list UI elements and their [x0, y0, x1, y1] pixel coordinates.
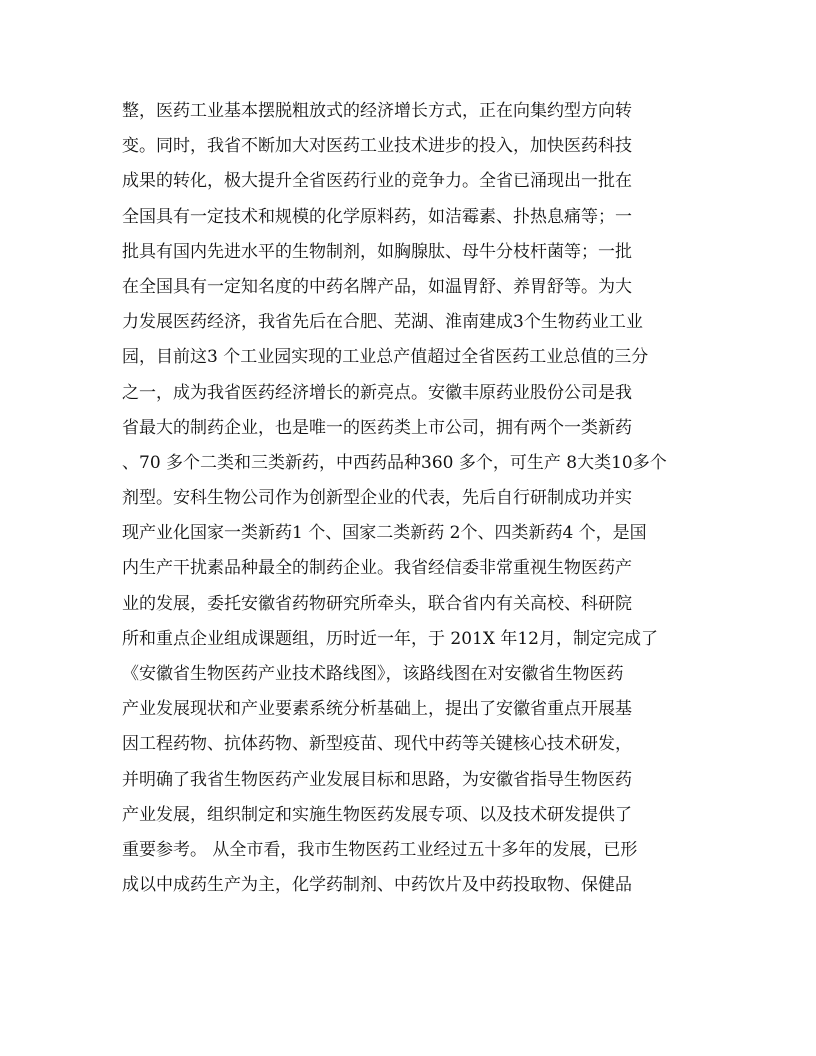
text-line: 整，医药工业基本摆脱粗放式的经济增长方式，正在向集约型方向转 — [122, 101, 632, 121]
text-line: 在全国具有一定知名度的中药名牌产品，如温胃舒、养胃舒等。为大 — [122, 276, 632, 297]
text-line: 重要参考。 从全市看，我市生物医药工业经过五十多年的发展，已形 — [122, 839, 638, 860]
text-line: 之一，成为我省医药经济增长的新亮点。安徽丰原药业股份公司是我 — [122, 382, 632, 403]
text-line: 省最大的制药企业，也是唯一的医药类上市公司，拥有两个一类新药 — [122, 417, 632, 438]
text-line: 《安徽省生物医药产业技术路线图》，该路线图在对安徽省生物医药 — [122, 664, 624, 684]
body-text — [122, 94, 692, 903]
text-line: 园，目前这3 个工业园实现的工业总产值超过全省医药工业总值的三分 — [122, 347, 649, 368]
text-line: 所和重点企业组成课题组，历时近一年，于 201X 年12月，制定完成了 — [122, 628, 658, 649]
text-line: 现产业化国家一类新药1 个、国家二类新药 2个、四类新药4 个，是国 — [122, 523, 647, 544]
text-line: 内生产干扰素品种最全的制药企业。我省经信委非常重视生物医药产 — [122, 558, 632, 579]
text-line: 全国具有一定技术和规模的化学原料药，如洁霉素、扑热息痛等；一 — [122, 206, 632, 227]
text-line: 剂型。安科生物公司作为创新型企业的代表，先后自行研制成功并实 — [122, 488, 632, 509]
text-line: 产业发展现状和产业要素系统分析基础上，提出了安徽省重点开展基 — [122, 699, 632, 720]
text-line: 产业发展，组织制定和实施生物医药发展专项、以及技术研发提供了 — [122, 804, 632, 825]
text-line: 批具有国内先进水平的生物制剂，如胸腺肽、母牛分枝杆菌等；一批 — [122, 241, 632, 262]
text-line: 并明确了我省生物医药产业发展目标和思路，为安徽省指导生物医药 — [122, 769, 632, 790]
text-line: 成果的转化，极大提升全省医药行业的竞争力。全省已涌现出一批在 — [122, 171, 632, 192]
text-line: 因工程药物、抗体药物、新型疫苗、现代中药等关键核心技术研发， — [122, 734, 632, 755]
text-line: 力发展医药经济，我省先后在合肥、芜湖、淮南建成3个生物药业工业 — [122, 312, 643, 333]
text-line: 成以中成药生产为主，化学药制剂、中药饮片及中药投取物、保健品 — [122, 875, 632, 896]
text-line: 变。同时，我省不断加大对医药工业技术进步的投入，加快医药科技 — [122, 136, 632, 157]
text-line: 、70 多个二类和三类新药，中西药品种360 多个，可生产 8大类10多个 — [122, 452, 667, 473]
text-line: 业的发展，委托安徽省药物研究所牵头，联合省内有关高校、科研院 — [122, 593, 632, 614]
